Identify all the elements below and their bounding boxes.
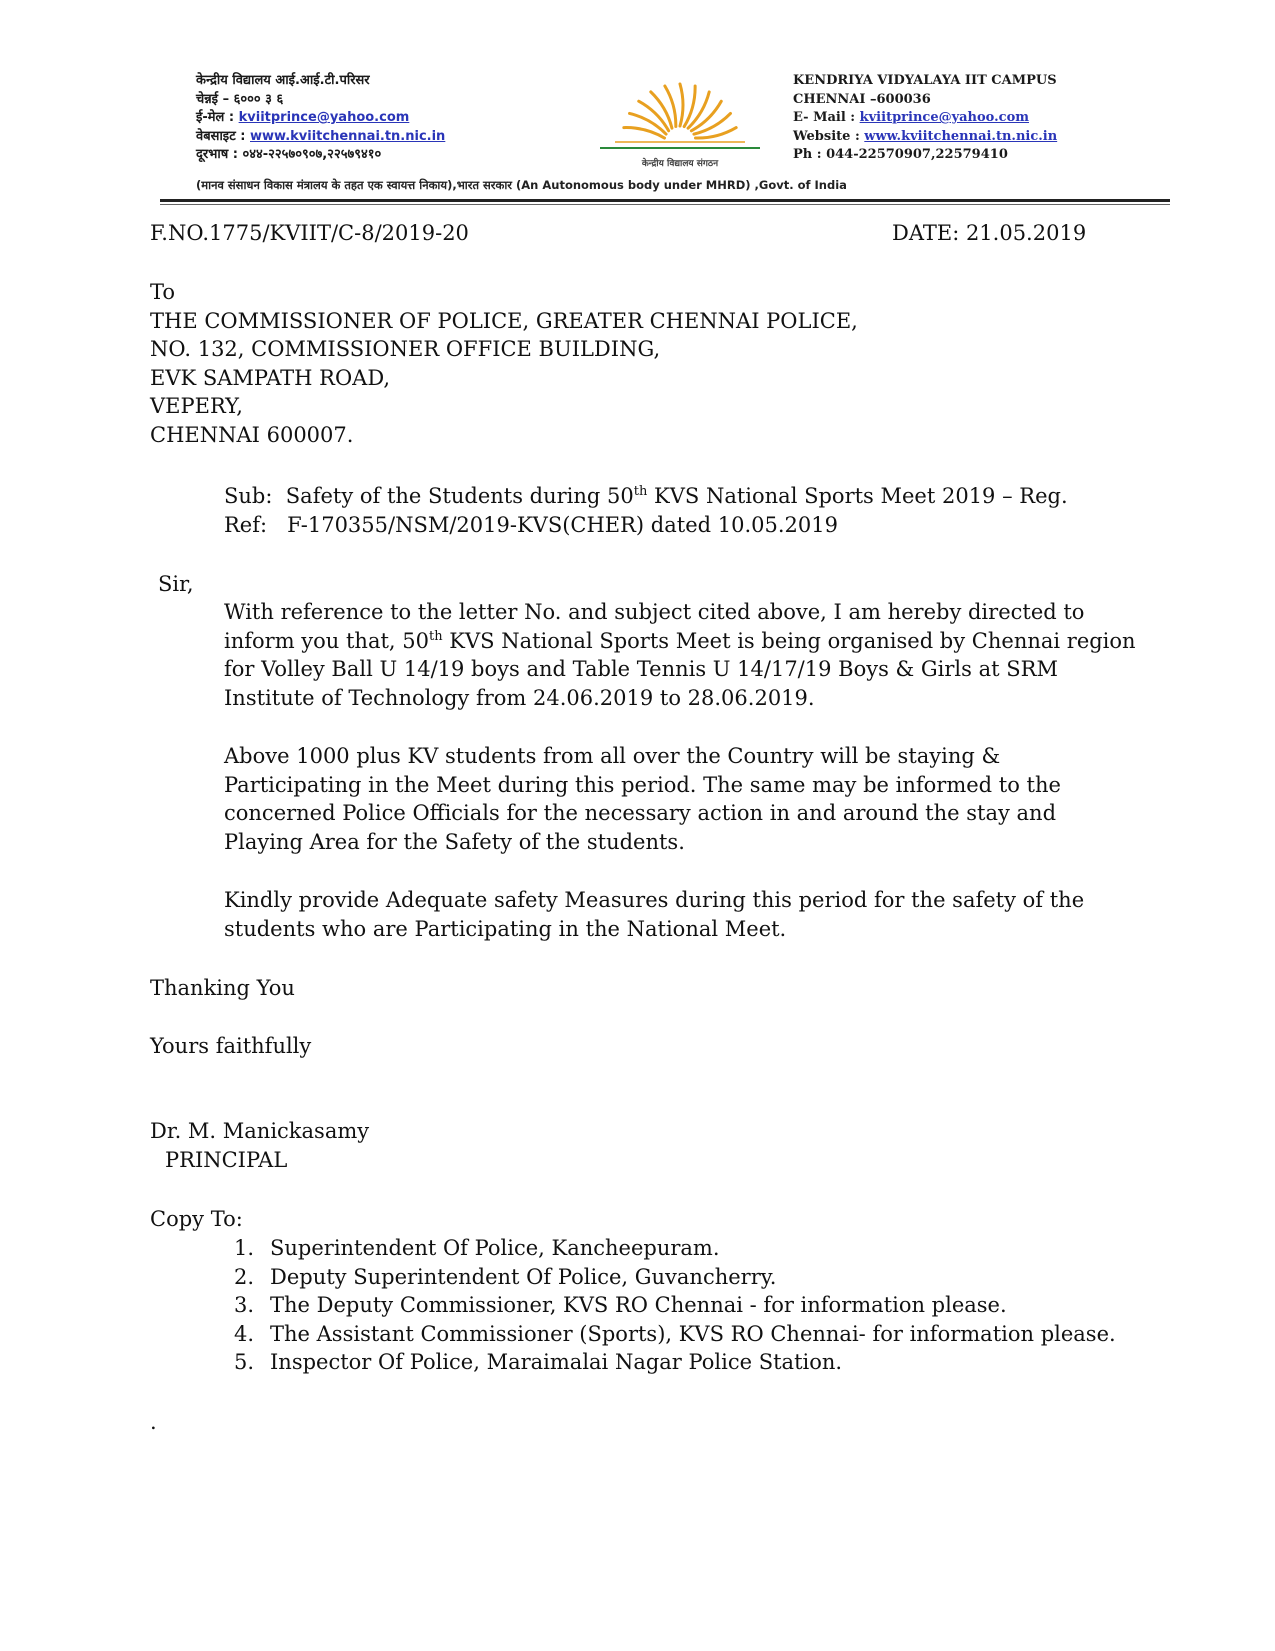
kvs-logo [580,76,780,172]
paragraph-2 [224,742,1234,856]
paragraph-line: concerned Police Officials for the necessary action in and around the stay and [224,801,1057,825]
phone-english: Ph : 044-22570907,22579410 [793,147,1008,162]
list-item: 5. Inspector Of Police, Maraimalai Nagar Police Station. [234,1350,843,1374]
paragraph-line: Kindly provide Adequate safety Measures during this period for the safety of the [224,888,1085,912]
letter-date: DATE: 21.05.2019 [892,221,1087,245]
kvs-sun-rays-icon [580,76,780,156]
letterhead-english-block [793,72,1193,165]
city-english: CHENNAI –600036 [793,91,931,107]
letterhead-hindi-block [196,72,576,165]
letterhead-divider-thin [160,204,1170,205]
paragraph-line: Above 1000 plus KV students from all over the Country will be staying & [224,744,1001,768]
copy-to-list [234,1234,1234,1377]
paragraph-line: inform you that, 50th KVS National Sports Meet is being organised by Chennai region [224,628,1136,653]
signatory-title: PRINCIPAL [165,1148,288,1172]
email-row-hindi [196,109,576,128]
copy-to-label: Copy To: [150,1207,243,1231]
school-name-hindi: केन्द्रीय विद्यालय आई.आई.टी.परिसर [196,73,370,88]
signatory-name: Dr. M. Manickasamy [150,1119,370,1143]
email-row-english [793,109,1193,128]
website-row-english [793,128,1193,147]
email-label-english: E- Mail : [793,110,856,125]
paragraph-line: Institute of Technology from 24.06.2019 to 28.06.2019. [224,685,815,710]
subject-label: Sub: [224,484,273,508]
paragraph-line: Participating in the Meet during this period. The same may be informed to the [224,772,1061,797]
school-name-english: KENDRIYA VIDYALAYA IIT CAMPUS [793,73,1057,88]
subject-line [224,482,1224,511]
address-line: VEPERY, [150,394,243,418]
paragraph-line: With reference to the letter No. and subject cited above, I am hereby directed to [224,600,1085,624]
list-item: 3. The Deputy Commissioner, KVS RO Chennai - for information please. [234,1293,1007,1317]
letterhead-divider [160,199,1170,202]
paragraph-line: students who are Participating in the National Meet. [224,916,787,941]
email-link-english[interactable]: kviitprince@yahoo.com [859,110,1029,125]
file-number: F.NO.1775/KVIIT/C-8/2019-20 [150,221,469,245]
city-hindi: चेन्नई – ६००० ३ ६ [196,91,284,107]
address-line: EVK SAMPATH ROAD, [150,365,391,390]
list-item: 4. The Assistant Commissioner (Sports), KVS RO Chennai- for information please. [234,1321,1116,1346]
trailing-period: . [150,1410,157,1434]
closing-line: Yours faithfully [150,1034,312,1058]
website-link-hindi[interactable]: www.kviitchennai.tn.nic.in [250,128,446,144]
phone-hindi: दूरभाष : ०४४-२२५७०९०७,२२५७९४१० [196,147,382,162]
email-link-hindi[interactable]: kviitprince@yahoo.com [238,110,410,125]
email-label-hindi: ई-मेल : [196,110,235,125]
recipient-address [150,278,1050,449]
address-line: CHENNAI 600007. [150,422,354,447]
logo-caption: केन्द्रीय विद्यालय संगठन [641,159,719,169]
to-label: To [150,280,176,304]
address-line: NO. 132, COMMISSIONER OFFICE BUILDING, [150,337,661,361]
reference-text: F-170355/NSM/2019-KVS(CHER) dated 10.05.2019 [287,512,838,537]
list-item: 2. Deputy Superintendent Of Police, Guvancherry. [234,1264,777,1289]
website-label-hindi: वेबसाइट : [196,128,246,144]
thanking-line: Thanking You [150,976,295,1000]
paragraph-3 [224,886,1234,943]
paragraph-line: Playing Area for the Safety of the students. [224,829,685,854]
address-line: THE COMMISSIONER OF POLICE, GREATER CHENNAI POLICE, [150,308,858,333]
website-label-english: Website : [793,128,860,144]
paragraph-1 [224,598,1234,712]
subject-reference [224,482,1224,539]
website-row-hindi [196,128,576,147]
autonomous-body-line: (मानव संसाधन विकास मंत्रालय के तहत एक स्वायत्त निकाय),भारत सरकार (An Autonomous body under MHRD) ,Govt. of India [196,178,847,192]
subject-text: Safety of the Students during 50th KVS National Sports Meet 2019 – Reg. [285,484,1068,508]
salutation: Sir, [158,572,194,596]
paragraph-line: for Volley Ball U 14/19 boys and Table Tennis U 14/17/19 Boys & Girls at SRM [224,657,1058,681]
website-link-english[interactable]: www.kviitchennai.tn.nic.in [864,128,1058,144]
reference-label: Ref: [224,512,268,537]
list-item: 1. Superintendent Of Police, Kancheepuram. [234,1236,720,1260]
reference-line [224,511,1224,540]
